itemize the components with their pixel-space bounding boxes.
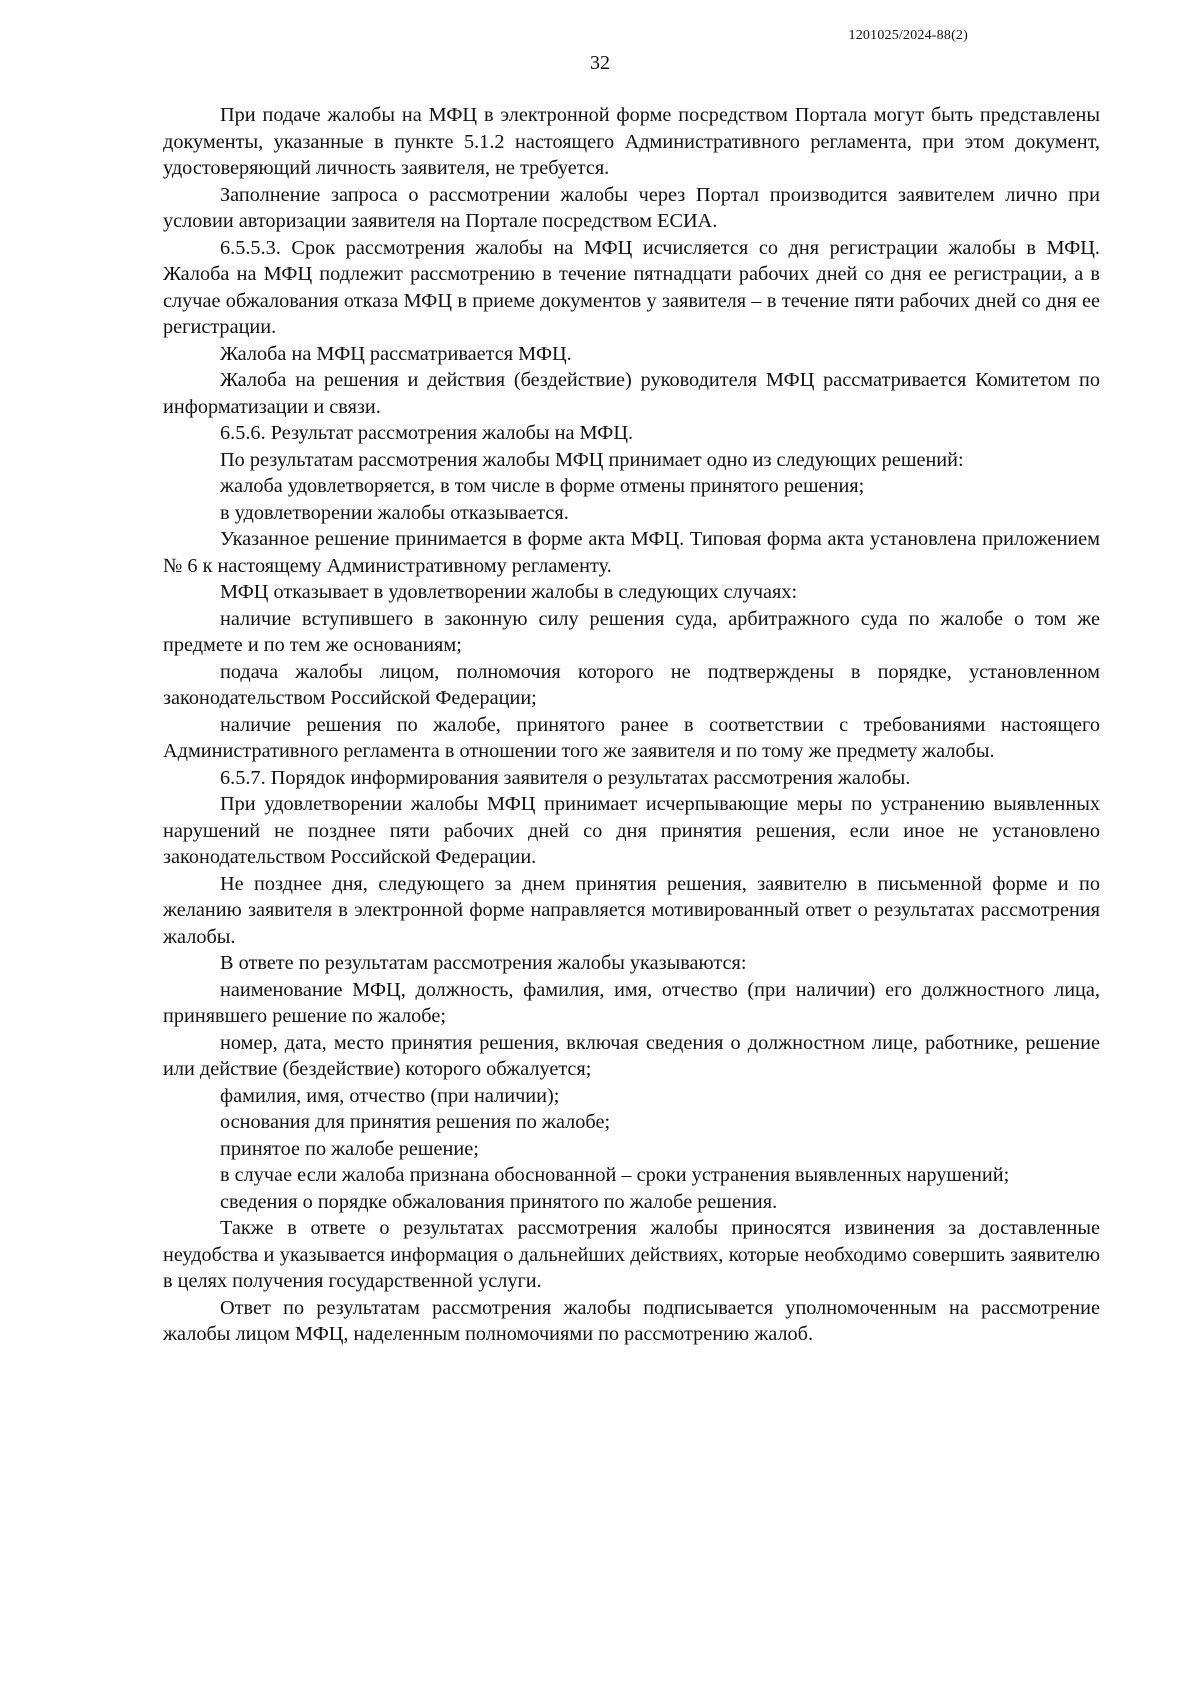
paragraph: Указанное решение принимается в форме акта МФЦ. Типовая форма акта установлена приложением № 6 к настоящему Административному регламенту. — [163, 528, 1100, 577]
list-item: наличие решения по жалобе, принятого ранее в соответствии с требованиями настоящего Административного регламента в отношении того же заявителя и по тому же предмету жалобы. — [163, 713, 1100, 762]
list-item: наличие вступившего в законную силу решения суда, арбитражного суда по жалобе о том же предмете и по тем же основаниям; — [163, 607, 1100, 656]
paragraph: МФЦ отказывает в удовлетворении жалобы в следующих случаях: — [220, 581, 798, 603]
document-registration-number: 1201025/2024-88(2) — [848, 28, 968, 43]
paragraph: Также в ответе о результатах рассмотрения жалобы приносятся извинения за доставленные неудобства и указывается информация о дальнейших действиях, которые необходимо совершить заявителю в целях получения государственной услуги. — [163, 1217, 1100, 1292]
paragraph: При удовлетворении жалобы МФЦ принимает исчерпывающие меры по устранению выявленных нарушений не позднее пяти рабочих дней со дня принятия решения, если иное не установлено законодательством Российской Федерации. — [163, 793, 1100, 868]
list-item: принятое по жалобе решение; — [220, 1137, 479, 1160]
list-item: номер, дата, место принятия решения, включая сведения о должностном лице, работнике, решение или действие (бездействие) которого обжалуется; — [163, 1031, 1100, 1080]
paragraph: 6.5.5.3. Срок рассмотрения жалобы на МФЦ исчисляется со дня регистрации жалобы в МФЦ. Жалоба на МФЦ подлежит рассмотрению в течение пятнадцати рабочих дней со дня ее регистрации, а в случае обжалования отказа МФЦ в приеме документов у заявителя – в течение пяти рабочих дней со дня ее регистрации. — [163, 236, 1100, 338]
list-item: фамилия, имя, отчество (при наличии); — [220, 1084, 560, 1107]
paragraph: По результатам рассмотрения жалобы МФЦ принимает одно из следующих решений: — [220, 448, 964, 471]
paragraph: Жалоба на МФЦ рассматривается МФЦ. — [220, 342, 572, 365]
list-item: подача жалобы лицом, полномочия которого не подтверждены в порядке, установленном законодательством Российской Федерации; — [163, 660, 1100, 709]
section-heading: 6.5.6. Результат рассмотрения жалобы на МФЦ. — [220, 422, 634, 444]
list-item: наименование МФЦ, должность, фамилия, имя, отчество (при наличии) его должностного лица, принявшего решение по жалобе; — [163, 978, 1100, 1027]
paragraph: При подаче жалобы на МФЦ в электронной форме посредством Портала могут быть представлены документы, указанные в пункте 5.1.2 настоящего Административного регламента, при этом документ, удостоверяющий личность заявителя, не требуется. — [163, 104, 1100, 179]
page-number: 32 — [590, 52, 610, 74]
document-body — [163, 102, 1100, 1348]
list-item: основания для принятия решения по жалобе; — [220, 1111, 611, 1133]
paragraph: Не позднее дня, следующего за днем принятия решения, заявителю в письменной форме и по желанию заявителя в электронной форме направляется мотивированный ответ о результатах рассмотрения жалобы. — [163, 872, 1100, 948]
list-item: сведения о порядке обжалования принятого по жалобе решения. — [220, 1190, 778, 1213]
list-item: жалоба удовлетворяется, в том числе в форме отмены принятого решения; — [220, 475, 865, 497]
paragraph: Ответ по результатам рассмотрения жалобы подписывается уполномоченным на рассмотрение жалобы лицом МФЦ, наделенным полномочиями по рассмотрению жалоб. — [163, 1296, 1100, 1345]
list-item: в случае если жалоба признана обоснованной – сроки устранения выявленных нарушений; — [220, 1164, 1010, 1186]
paragraph: В ответе по результатам рассмотрения жалобы указываются: — [220, 952, 747, 974]
paragraph: Заполнение запроса о рассмотрении жалобы через Портал производится заявителем лично при условии авторизации заявителя на Портале посредством ЕСИА. — [163, 183, 1100, 232]
section-heading: 6.5.7. Порядок информирования заявителя о результатах рассмотрения жалобы. — [220, 766, 911, 789]
paragraph: Жалоба на решения и действия (бездействие) руководителя МФЦ рассматривается Комитетом по информатизации и связи. — [163, 369, 1100, 418]
list-item: в удовлетворении жалобы отказывается. — [220, 501, 569, 524]
